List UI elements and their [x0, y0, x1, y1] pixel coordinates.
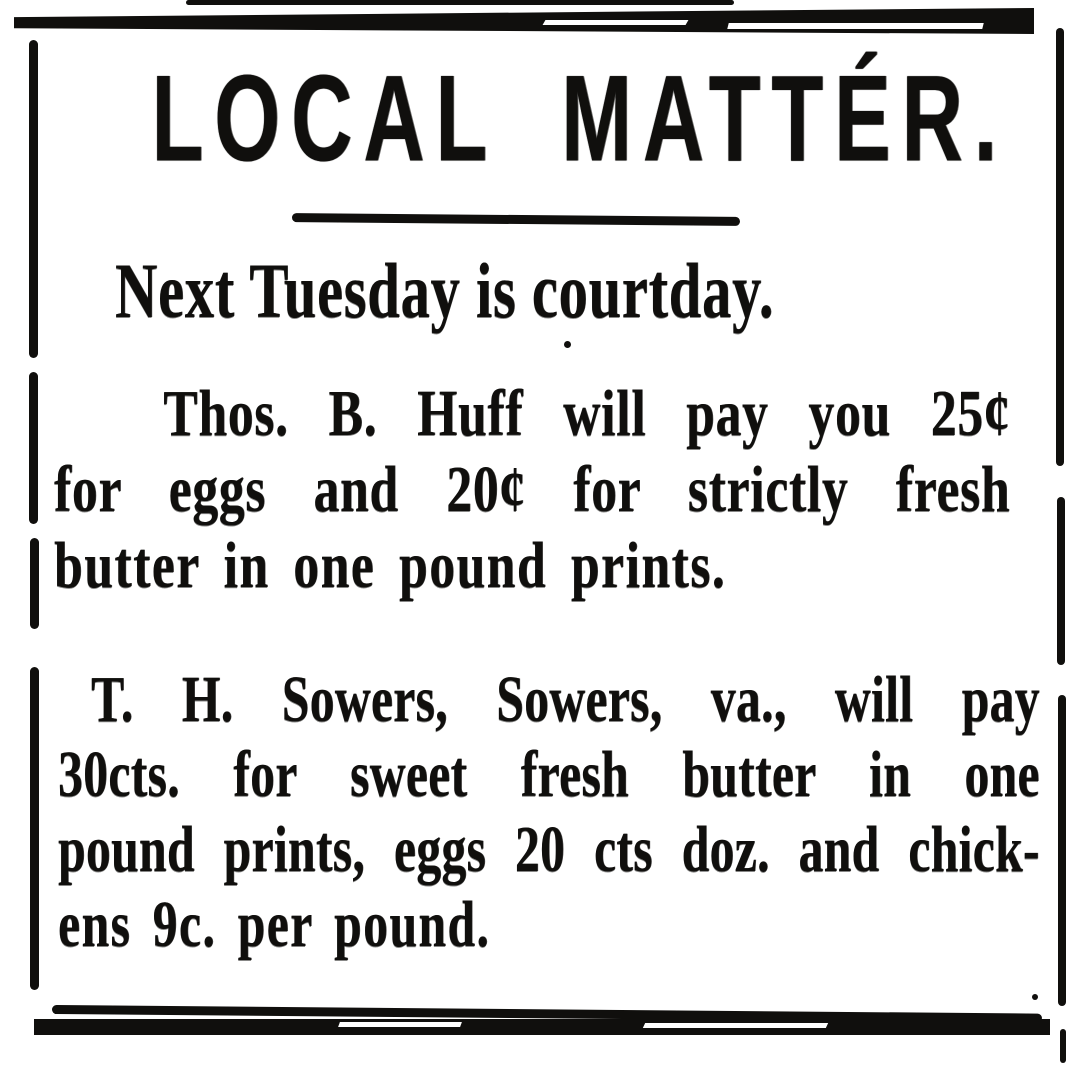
right-border-rule-segment — [1056, 28, 1064, 466]
right-border-bottom-tick — [1060, 1029, 1066, 1063]
top-border-rule — [14, 8, 1034, 34]
left-border-rule-segment — [29, 40, 38, 358]
text-line: for eggs and 20¢ for strictly fresh — [54, 453, 1011, 526]
text-line: butter in one pound prints. — [54, 529, 727, 602]
text-line: Thos. B. Huff will pay you 25¢ — [163, 377, 1011, 450]
text-line: Next Tuesday is courtday. — [115, 247, 775, 334]
rule-ink-gap — [543, 20, 689, 25]
rule-ink-gap — [338, 1022, 462, 1027]
text-line: 30cts. for sweet fresh butter in one — [58, 738, 1040, 811]
rule-ink-gap — [727, 23, 983, 29]
ink-speck — [1032, 994, 1038, 1000]
left-border-rule-segment — [30, 538, 39, 629]
left-border-rule-segment — [29, 372, 38, 524]
right-border-rule-segment — [1058, 695, 1066, 1006]
rule-ink-gap — [642, 1023, 827, 1028]
text-line: T. H. Sowers, Sowers, va., will pay — [91, 663, 1040, 736]
article-huff-ad — [54, 376, 1010, 604]
top-border-thin-rule — [186, 0, 734, 5]
text-line: pound prints, eggs 20 cts doz. and chick- — [58, 813, 1040, 886]
text-line: ens 9c. per pound. — [58, 888, 491, 961]
title-divider-rule — [292, 213, 740, 226]
section-title: LOCAL MATTÉR. — [151, 50, 1009, 188]
article-sowers-ad — [58, 662, 1040, 962]
ink-speck — [564, 341, 571, 348]
right-border-rule-segment — [1057, 497, 1065, 665]
article-courtday-notice — [55, 246, 880, 336]
left-border-rule-segment — [30, 667, 39, 990]
bottom-border-rule — [34, 1019, 1050, 1035]
